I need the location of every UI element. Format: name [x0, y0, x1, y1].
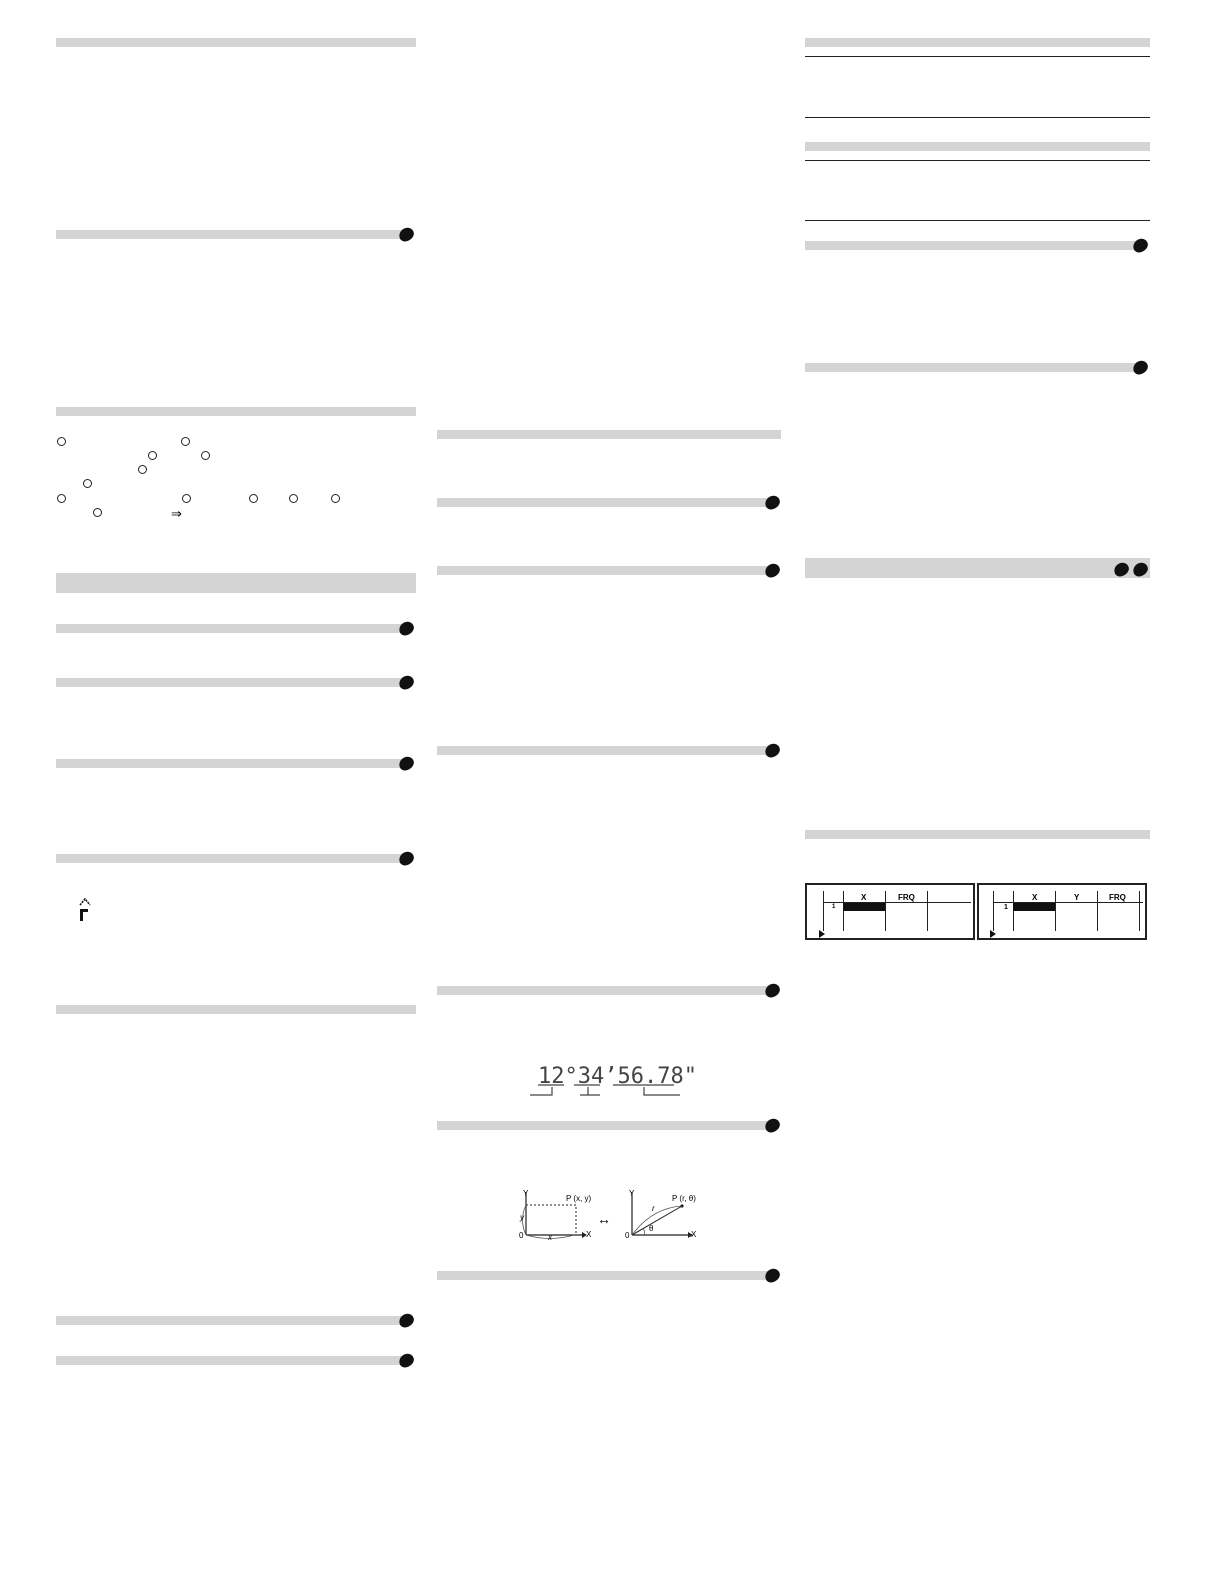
polar-r-label: r — [652, 1204, 655, 1213]
rect-y-length-label: y — [520, 1213, 524, 1222]
section-marker-icon — [763, 494, 781, 511]
key-circle-icon — [182, 494, 191, 503]
stat-screen-paired — [977, 883, 1147, 940]
section-marker-icon — [763, 1117, 781, 1134]
section-marker-icon — [763, 742, 781, 759]
key-circle-icon — [83, 479, 92, 488]
section-header-bar — [805, 363, 1138, 372]
key-circle-icon — [289, 494, 298, 503]
section-header-bar — [56, 1356, 404, 1365]
dms-display-value: 12°34’56.78" — [538, 1064, 697, 1089]
section-header-bar — [437, 986, 769, 995]
conversion-arrow: ↔ — [597, 1211, 611, 1227]
table-top-rule — [805, 160, 1150, 161]
section-header-bar — [56, 854, 404, 863]
section-marker-icon — [763, 982, 781, 999]
section-marker-icon — [397, 755, 415, 772]
chapter-header-bar — [805, 558, 1150, 578]
rect-y-axis-label: Y — [523, 1189, 529, 1198]
cursor-glyph-icon — [76, 897, 94, 923]
section-marker-icon — [763, 562, 781, 579]
section-header-bar — [56, 759, 404, 768]
section-marker-icon — [397, 850, 415, 867]
key-circle-icon — [57, 437, 66, 446]
stat-screen-single — [805, 883, 975, 940]
rect-origin-label: 0 — [519, 1231, 524, 1240]
chapter-header-bar — [56, 573, 416, 593]
section-header-bar — [56, 1005, 416, 1014]
polar-point-label: P (r, θ) — [672, 1194, 696, 1203]
cursor-cell — [843, 903, 885, 911]
table-bottom-rule — [805, 117, 1150, 118]
section-header-bar — [437, 430, 781, 439]
column-header-frq: FRQ — [898, 893, 915, 902]
section-marker-icon — [1131, 237, 1149, 254]
implies-symbol: ⇒ — [171, 506, 182, 521]
cursor-cell — [1013, 903, 1055, 911]
column-header-x: X — [1032, 893, 1038, 902]
scroll-indicator-icon — [990, 930, 996, 938]
section-header-bar — [437, 746, 769, 755]
key-circle-icon — [181, 437, 190, 446]
section-header-bar — [56, 624, 404, 633]
section-header-bar — [56, 407, 416, 416]
rect-x-axis-label: X — [586, 1230, 592, 1239]
key-circle-icon — [331, 494, 340, 503]
polar-origin-label: 0 — [625, 1231, 630, 1240]
section-header-bar — [56, 1316, 404, 1325]
section-header-bar — [805, 38, 1150, 47]
section-header-bar — [56, 678, 404, 687]
section-header-bar — [805, 830, 1150, 839]
section-marker-icon — [763, 1267, 781, 1284]
column-header-y: Y — [1074, 893, 1080, 902]
rect-x-length-label: x — [548, 1233, 552, 1242]
key-circle-icon — [138, 465, 147, 474]
rect-point-label: P (x, y) — [566, 1194, 592, 1203]
section-marker-icon — [397, 1312, 415, 1329]
polar-theta-label: θ — [649, 1224, 654, 1233]
key-circle-icon — [93, 508, 102, 517]
scroll-indicator-icon — [819, 930, 825, 938]
section-marker-icon — [397, 674, 415, 691]
section-marker-icon — [397, 1352, 415, 1369]
section-header-bar — [437, 1271, 769, 1280]
key-circle-icon — [201, 451, 210, 460]
dms-brackets — [528, 1084, 684, 1098]
key-circle-icon — [57, 494, 66, 503]
section-header-bar — [437, 498, 769, 507]
column-header-x: X — [861, 893, 867, 902]
section-marker-icon — [397, 620, 415, 637]
row-number: 1 — [1004, 904, 1008, 911]
section-header-bar — [805, 241, 1138, 250]
table-top-rule — [805, 56, 1150, 57]
section-header-bar — [56, 230, 404, 239]
polar-x-axis-label: X — [691, 1230, 697, 1239]
row-number: 1 — [832, 904, 836, 910]
section-header-bar — [437, 1121, 769, 1130]
section-header-bar — [56, 38, 416, 47]
table-bottom-rule — [805, 220, 1150, 221]
section-marker-icon — [1131, 359, 1149, 376]
column-header-frq: FRQ — [1109, 893, 1126, 902]
polar-y-axis-label: Y — [629, 1189, 635, 1198]
section-marker-icon — [397, 226, 415, 243]
key-circle-icon — [249, 494, 258, 503]
section-header-bar — [805, 142, 1150, 151]
section-header-bar — [437, 566, 769, 575]
key-circle-icon — [148, 451, 157, 460]
